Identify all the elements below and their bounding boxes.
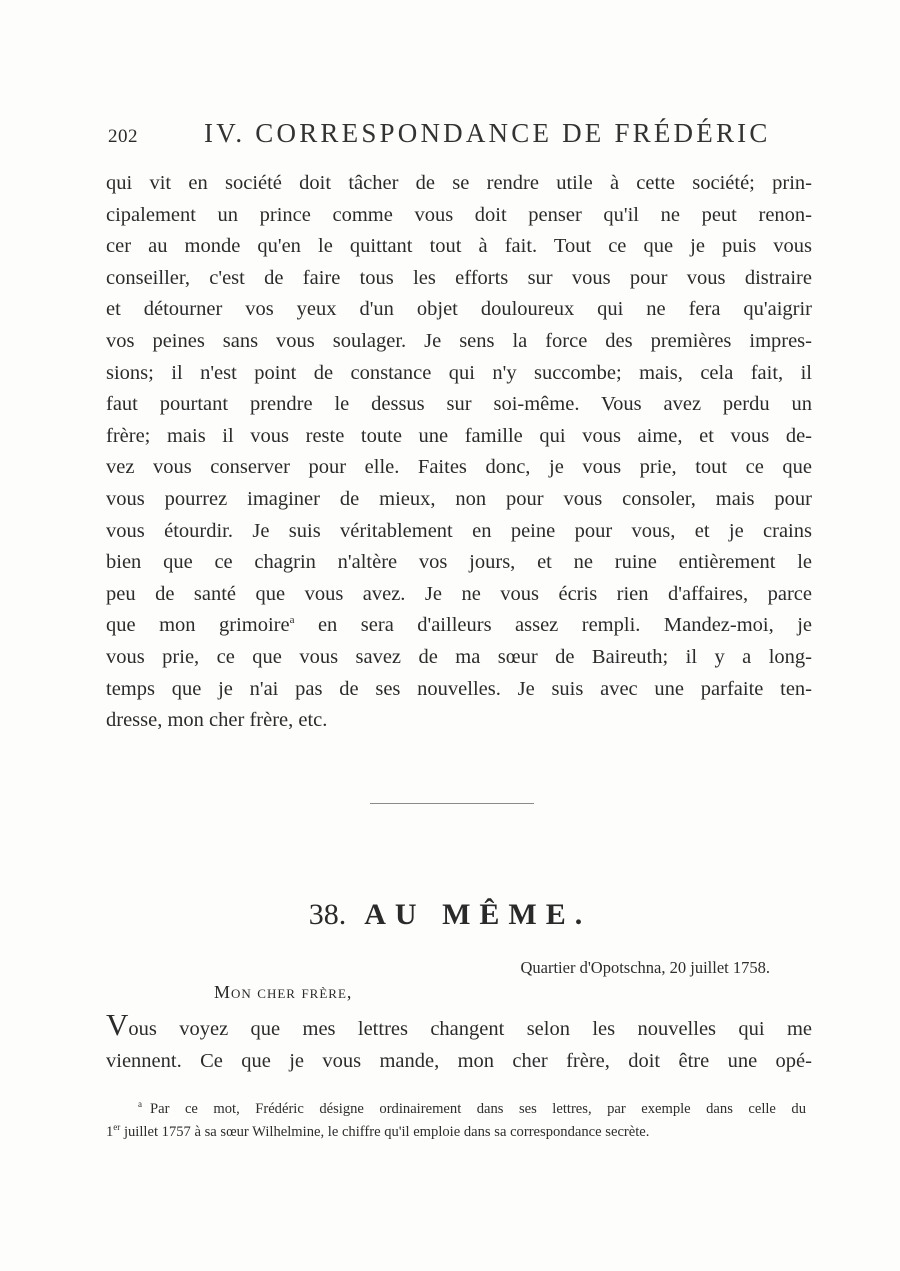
text-line: et détourner vos yeux d'un objet douloureux qui ne fera qu'aigrir: [106, 298, 812, 321]
text-line: viennent. Ce que je vous mande, mon cher frère, doit être une opé-: [106, 1049, 812, 1072]
text-line: temps que je n'ai pas de ses nouvelles. Je suis avec une parfaite ten-: [106, 677, 812, 700]
text-line-with-footnote: [106, 610, 812, 642]
text-segment: ous voyez que mes lettres changent selon les nouvelles qui me: [128, 1018, 812, 1040]
text-segment: en sera d'ailleurs assez rempli. Mandez-moi, je: [294, 614, 812, 637]
footnote-marker: a: [138, 1099, 142, 1110]
footnote: [106, 1098, 806, 1144]
text-line: conseiller, c'est de faire tous les efforts sur vous pour vous distraire: [106, 266, 812, 289]
letter-continuation: [106, 168, 812, 737]
text-line: vous étourdir. Je suis véritablement en peine pour vous, et je crains: [106, 519, 812, 542]
ordinal-suffix: er: [113, 1122, 121, 1133]
text-segment: Par ce mot, Frédéric désigne ordinairement dans ses lettres, par exemple dans celle du: [150, 1101, 806, 1117]
text-line: vos peines sans vous soulager. Je sens la force des premières impres-: [106, 329, 812, 352]
running-head: [108, 118, 820, 154]
drop-cap: V: [106, 1014, 129, 1042]
text-line: dresse, mon cher frère, etc.: [106, 709, 328, 732]
text-line: sions; il n'est point de constance qui n'y succombe; mais, cela fait, il: [106, 361, 812, 384]
text-line: faut pourtant prendre le dessus sur soi-même. Vous avez perdu un: [106, 393, 812, 416]
footnote-reference[interactable]: a: [289, 614, 295, 627]
footnote-line: [106, 1121, 806, 1144]
salutation: Mon cher frère,: [214, 982, 353, 1002]
dateline: Quartier d'Opotschna, 20 juillet 1758.: [520, 958, 770, 977]
text-line: qui vit en société doit tâcher de se rendre utile à cette société; prin-: [106, 172, 812, 194]
section-heading: [0, 898, 900, 932]
section-number: 38.: [308, 898, 347, 931]
text-line: vez vous conserver pour elle. Faites donc, je vous prie, tout ce que: [106, 456, 812, 479]
text-line: [106, 1014, 812, 1046]
footnote-line: [106, 1098, 806, 1121]
text-line: bien que ce chagrin n'altère vos jours, et ne ruine entièrement le: [106, 551, 812, 574]
text-line: cer au monde qu'en le quittant tout à fait. Tout ce que je puis vous: [106, 235, 812, 258]
text-segment: que mon grimoire: [106, 614, 290, 637]
section-title: AU MÊME.: [364, 898, 592, 931]
text-segment: juillet 1757 à sa sœur Wilhelmine, le chiffre qu'il emploie dans sa correspondance secrète.: [120, 1124, 650, 1140]
text-line: vous pourrez imaginer de mieux, non pour vous consoler, mais pour: [106, 487, 812, 510]
text-line: cipalement un prince comme vous doit penser qu'il ne peut renon-: [106, 203, 812, 226]
section-divider: [370, 803, 534, 804]
running-title: IV. CORRESPONDANCE DE FRÉDÉRIC: [204, 118, 771, 148]
text-line: frère; mais il vous reste toute une famille qui vous aime, et vous de-: [106, 424, 812, 447]
text-line: peu de santé que vous avez. Je ne vous écris rien d'affaires, parce: [106, 582, 812, 605]
text-line: vous prie, ce que vous savez de ma sœur de Baireuth; il y a long-: [106, 645, 812, 668]
text-segment: 1: [106, 1124, 114, 1140]
letter-opening: [106, 1014, 812, 1077]
page-number: 202: [108, 126, 138, 147]
